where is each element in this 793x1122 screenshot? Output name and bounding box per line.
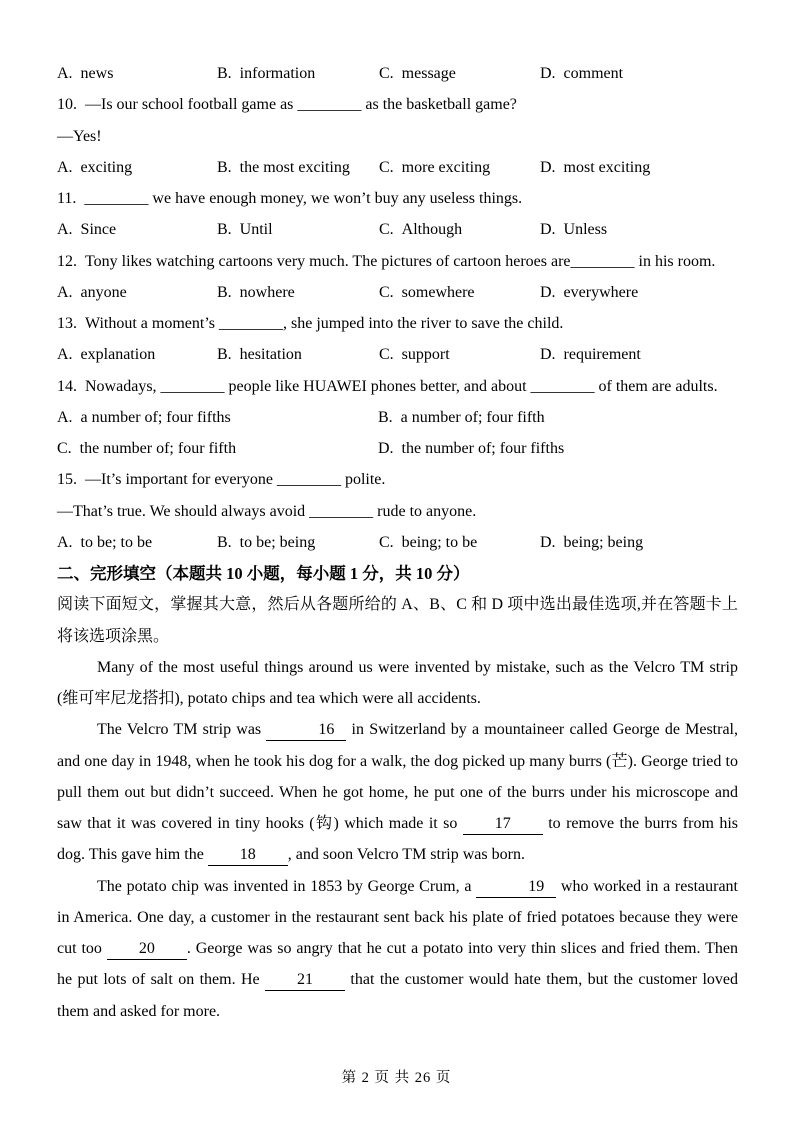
cloze-blank: 19 [476, 877, 556, 898]
page-content [57, 58, 738, 1027]
section-title: 二、完形填空（本题共 10 小题，每小题 1 分，共 10 分） [57, 564, 470, 583]
cloze-blank: 16 [266, 720, 346, 741]
option-cell: D. everywhere [540, 283, 639, 301]
option-cell: D. requirement [540, 346, 641, 364]
option-cell: C. the number of; four fifth [57, 440, 237, 457]
option-cell: C. being; to be [379, 533, 478, 551]
question-12: 12. Tony likes watching cartoons very much. The pictures of cartoon heroes are________ in his room. [57, 252, 716, 270]
option-cell: A. a number of; four fifths [57, 408, 231, 426]
passage-line: Many of the most useful things around us were invented by mistake, such as the Velcro TM strip [97, 658, 738, 676]
option-cell: C. more exciting [379, 158, 491, 176]
option-cell: B. hesitation [217, 346, 302, 364]
option-cell: D. the number of; four fifths [378, 440, 565, 457]
option-cell: A. news [57, 65, 114, 82]
question-10: 10. —Is our school football game as ________ as the basketball game? [57, 96, 517, 114]
option-cell: A. exciting [57, 158, 133, 176]
passage-line: pull them out but didn’t succeed. When he got home, he put one of the burrs under his microscope and [57, 783, 738, 801]
page-footer: 第 2 页 共 26 页 [341, 1070, 452, 1086]
question-14: 14. Nowadays, ________ people like HUAWEI phones better, and about ________ of them are adults. [57, 377, 718, 395]
option-cell: A. anyone [57, 283, 127, 301]
passage-line: in America. One day, a customer in the restaurant sent back his plate of fried potatoes because they were [57, 908, 738, 926]
option-cell: C. somewhere [379, 283, 475, 301]
option-cell: A. to be; to be [57, 533, 153, 551]
option-cell: B. Until [217, 221, 273, 239]
cloze-blank: 18 [208, 845, 288, 866]
passage-line: The potato chip was invented in 1853 by George Crum, a 19 who worked in a restaurant [57, 871, 738, 902]
option-cell: B. information [217, 65, 316, 82]
passage-line: and one day in 1948, when he took his dog for a walk, the dog picked up many burrs (芒). George tried to [57, 752, 739, 770]
option-cell: C. message [379, 65, 456, 82]
question-15: 15. —It’s important for everyone ________ polite. [57, 471, 386, 489]
question-11: 11. ________ we have enough money, we won’t buy any useless things. [57, 190, 523, 207]
option-cell: D. comment [540, 65, 624, 82]
options-row-q10 [57, 152, 738, 183]
passage-line: The Velcro TM strip was 16 in Switzerland by a mountaineer called George de Mestral, [57, 714, 738, 745]
options-row-q15 [57, 527, 738, 558]
instructions-line-2: 将该选项涂黑。 [57, 627, 170, 645]
options-row-q11 [57, 214, 738, 245]
instructions-line-1: 阅读下面短文，掌握其大意，然后从各题所给的 A、B、C 和 D 项中选出最佳选项,并在答题卡上 [57, 596, 738, 614]
passage-line: dog. This gave him the 18 , and soon Velcro TM strip was born. [57, 839, 738, 870]
cloze-blank: 20 [107, 939, 187, 960]
option-cell: B. to be; being [217, 533, 316, 551]
dialog-reply-10: —Yes! [57, 127, 102, 145]
options-row-q9 [57, 58, 738, 89]
dialog-reply-15: —That’s true. We should always avoid ________ rude to anyone. [57, 502, 477, 520]
passage-line: he put lots of salt on them. He 21 that the customer would hate them, but the customer loved [57, 964, 738, 995]
option-cell: B. nowhere [217, 283, 295, 301]
option-cell: D. most exciting [540, 158, 651, 176]
options-row-q12 [57, 277, 738, 308]
passage-line: them and asked for more. [57, 1002, 221, 1020]
option-cell: C. Although [379, 221, 463, 239]
option-cell: D. being; being [540, 533, 644, 551]
question-13: 13. Without a moment’s ________, she jumped into the river to save the child. [57, 315, 564, 332]
option-cell: C. support [379, 346, 450, 364]
option-cell: A. explanation [57, 346, 156, 364]
cloze-blank: 17 [463, 814, 543, 835]
option-cell: D. Unless [540, 221, 608, 239]
option-cell: B. the most exciting [217, 158, 350, 176]
cloze-blank: 21 [265, 970, 345, 991]
options-row-q14-ab [57, 402, 738, 433]
options-row-q13 [57, 339, 738, 370]
passage-line: saw that it was covered in tiny hooks (钩) which made it so 17 to remove the burrs from his [57, 808, 738, 839]
option-cell: A. Since [57, 221, 117, 239]
option-cell: B. a number of; four fifth [378, 408, 545, 426]
passage-line: (维可牢尼龙搭扣), potato chips and tea which were all accidents. [57, 690, 481, 707]
options-row-q14-cd [57, 433, 738, 464]
passage-line: cut too 20 . George was so angry that he cut a potato into very thin slices and fried them. Then [57, 933, 738, 964]
